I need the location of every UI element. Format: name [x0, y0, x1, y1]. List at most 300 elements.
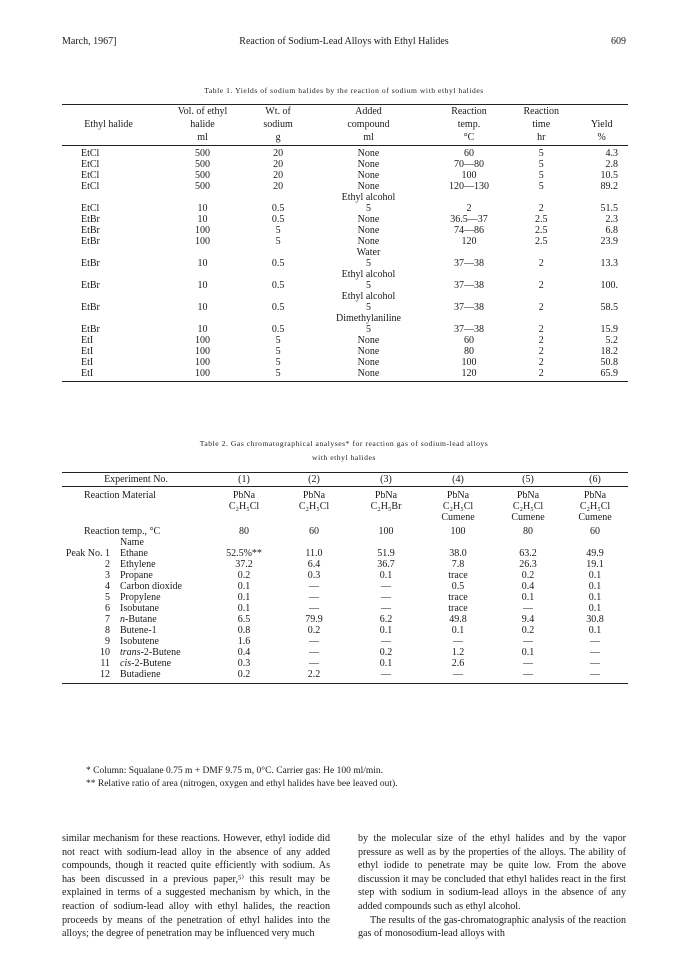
table1-cell [575, 269, 628, 280]
table1-cell [431, 291, 508, 302]
table1-cell: 58.5 [600, 302, 618, 313]
table1-cell: EtCl [81, 170, 100, 181]
experiment-number: (6) [562, 473, 628, 487]
peak-value: — [309, 603, 319, 614]
table1-cell: 500 [194, 159, 210, 170]
compound-name: cis-2-Butene [120, 658, 172, 669]
peak-value: 0.8 [237, 625, 251, 636]
reaction-temp: 80 [239, 526, 249, 537]
table1-cell: 20 [273, 170, 284, 181]
compound-name: Isobutane [120, 603, 159, 614]
table1-caption: Table 1. Yields of sodium halides by the reaction of sodium with ethyl halides [204, 86, 484, 95]
peak-value: 0.3 [237, 658, 251, 669]
compound-name: Isobutene [120, 636, 159, 647]
name-label-row [62, 537, 628, 548]
table1-cell [575, 291, 628, 302]
reaction-material: PbNa [583, 490, 607, 501]
table1-cell: 100 [194, 236, 210, 247]
table1-cell: Water [356, 247, 381, 258]
table-row [62, 324, 628, 335]
table1-cell [431, 192, 508, 203]
peak-value: — [309, 636, 319, 647]
peak-number: 12 [100, 669, 110, 680]
table1-cell: 100 [461, 170, 477, 181]
table-row [62, 181, 628, 192]
table1-cell: None [357, 181, 380, 192]
table1-cell: EtCl [81, 203, 100, 214]
peak-value: 0.1 [379, 658, 393, 669]
table1-cell [62, 313, 155, 324]
peak-value: — [453, 669, 463, 680]
compound-name: n-Butane [120, 614, 157, 625]
peak-value: 0.1 [451, 625, 465, 636]
table2-caption-line2: with ethyl halides [312, 453, 376, 462]
table1-header-cell: Ethyl halide [84, 119, 133, 130]
table1-cell: EtBr [81, 258, 100, 269]
reaction-material: Cumene [578, 512, 612, 523]
peak-value: 63.2 [519, 548, 537, 559]
reaction-material-label: Reaction Material [84, 490, 156, 501]
peak-value: 6.4 [307, 559, 321, 570]
table-row [62, 669, 628, 684]
table1-cell: 5 [365, 324, 371, 335]
peak-number: 10 [100, 647, 110, 658]
peak-value: 79.9 [305, 614, 323, 625]
table1-cell: None [357, 159, 380, 170]
table1-cell: EtBr [81, 236, 100, 247]
peak-value: — [381, 603, 391, 614]
table1-cell: None [357, 170, 380, 181]
table1-cell [575, 192, 628, 203]
table1-cell: 5 [365, 302, 371, 313]
reaction-material-row [62, 512, 628, 523]
table1-cell: 10 [197, 280, 208, 291]
peak-number: 5 [105, 592, 110, 603]
table1-cell: None [357, 214, 380, 225]
table1-cell: 5 [365, 258, 371, 269]
table1-header-cell: g [250, 131, 306, 146]
table1-cell: EtBr [81, 225, 100, 236]
table1-cell [62, 291, 155, 302]
table1-cell [575, 313, 628, 324]
table1-cell: 2 [466, 203, 472, 214]
table-row [62, 570, 628, 581]
body-right-paragraph-1: by the molecular size of the ethyl halides and by the vapor pressure as well as by the properties of the alloys. The ability of ethyl iodide to penetrate may be quite low. From the above discussion it may be concluded that ethyl halides react in the first step with sodium in sodium-lead alloys in the absence of any added compounds such as ethyl alcohol. [358, 833, 626, 912]
table1-cell: 36.5—37 [450, 214, 488, 225]
table1-header-cell: ml [306, 131, 430, 146]
table1-cell: 0.5 [271, 280, 285, 291]
table1-header-cell [575, 105, 628, 119]
table1-cell: 4.3 [605, 148, 618, 159]
reaction-material-label [62, 512, 210, 523]
table1-cell [431, 269, 508, 280]
compound-name: Ethylene [120, 559, 156, 570]
peak-value: 49.9 [586, 548, 604, 559]
spacer [422, 537, 494, 548]
table1-cell: 500 [194, 181, 210, 192]
peak-value: 11.0 [305, 548, 323, 559]
table1-cell: 60 [463, 335, 474, 346]
table2-caption-line1: Table 2. Gas chromatographical analyses* for reaction gas of sodium-lead alloys [199, 439, 489, 448]
table1-cell: 2 [538, 280, 544, 291]
table1-cell [431, 247, 508, 258]
table1-cell [155, 313, 250, 324]
table1-cell [62, 247, 155, 258]
table-row [62, 313, 628, 324]
table1-cell: EtBr [81, 302, 100, 313]
table-row [62, 236, 628, 247]
spacer [562, 537, 628, 548]
reaction-material: PbNa [232, 490, 256, 501]
table1-cell: 6.8 [605, 225, 618, 236]
table1-cell: 37—38 [453, 324, 484, 335]
footnote-ratio: ** Relative ratio of area (nitrogen, oxygen and ethyl halides have bee leaved out). [86, 779, 398, 789]
table1-cell: Ethyl alcohol [341, 269, 396, 280]
peak-number: Peak No. 1 [65, 548, 110, 559]
peak-value: 26.3 [519, 559, 537, 570]
peak-value: — [381, 636, 391, 647]
table1-cell: 0.5 [271, 203, 285, 214]
table1-cell [507, 247, 575, 258]
peak-value: — [309, 581, 319, 592]
table-row [62, 258, 628, 269]
compound-name: Ethane [120, 548, 148, 559]
peak-value: — [381, 581, 391, 592]
reaction-material: C₂H₅Br [370, 501, 402, 512]
table1-cell: EtCl [81, 181, 100, 192]
peak-value: 51.9 [377, 548, 395, 559]
table1-cell [155, 291, 250, 302]
table-row [62, 614, 628, 625]
table1-cell: 2.5 [535, 236, 548, 247]
body-right-column [358, 832, 626, 941]
table-row [62, 225, 628, 236]
table-row [62, 170, 628, 181]
peak-value: 0.1 [237, 581, 251, 592]
table-row [62, 302, 628, 313]
table1-cell: EtI [81, 368, 94, 379]
table1-cell: 50.8 [600, 357, 618, 368]
table1-cell: 65.9 [600, 368, 618, 379]
table1-header-cell: % [575, 131, 628, 146]
peak-number: 8 [105, 625, 110, 636]
table1-cell: None [357, 335, 380, 346]
reaction-material: C₂H₅Cl [512, 501, 544, 512]
reaction-material-row [62, 487, 628, 502]
peak-number: 3 [105, 570, 110, 581]
table1-cell: 2.8 [605, 159, 618, 170]
body-right-paragraph-2: The results of the gas-chromatographic analysis of the reaction gas of monosodium-lead alloys with [358, 914, 626, 940]
experiment-number: (2) [278, 473, 350, 487]
table1-cell: 5.2 [605, 335, 618, 346]
table1-cell: None [357, 236, 380, 247]
reaction-temp: 80 [523, 526, 533, 537]
peak-value: 0.5 [451, 581, 465, 592]
peak-value: — [523, 669, 533, 680]
body-left-column [62, 832, 330, 941]
table1-cell: EtI [81, 335, 94, 346]
table1-cell [155, 269, 250, 280]
reaction-temp-row [62, 523, 628, 537]
footnote-column: * Column: Squalane 0.75 m + DMF 9.75 m, 0°C. Carrier gas: He 100 ml/min. [86, 766, 384, 776]
peak-value: 0.1 [237, 603, 251, 614]
table1-cell [62, 192, 155, 203]
table1-cell: EtI [81, 346, 94, 357]
reaction-material: Cumene [441, 512, 475, 523]
table1-cell: 37—38 [453, 280, 484, 291]
table-row [62, 291, 628, 302]
table1-header-cell: ml [155, 131, 250, 146]
table1-header-cell [62, 131, 155, 146]
table1-header-cell: Added [355, 106, 382, 117]
table-row [62, 559, 628, 570]
table-row [62, 357, 628, 368]
peak-number: 6 [105, 603, 110, 614]
spacer [494, 537, 562, 548]
table-row [62, 247, 628, 258]
peak-value: 9.4 [521, 614, 535, 625]
table1-cell: 0.5 [271, 258, 285, 269]
header-date: March, 1967] [62, 36, 117, 47]
reaction-material-row [62, 501, 628, 512]
table1-header-cell: halide [190, 119, 215, 130]
peak-value: — [590, 636, 600, 647]
table1-cell [507, 269, 575, 280]
peak-value: 52.5%** [226, 548, 262, 559]
table1-cell: 10 [197, 324, 208, 335]
table1-header-row [62, 131, 628, 146]
table1-header-cell [62, 105, 155, 119]
table-row [62, 647, 628, 658]
experiment-number: (3) [350, 473, 422, 487]
peak-value: — [381, 592, 391, 603]
reaction-material [278, 512, 350, 523]
peak-value: 0.2 [521, 625, 535, 636]
table1-cell: 5 [538, 159, 544, 170]
table1-header-cell: sodium [263, 119, 293, 130]
peak-value: 0.1 [237, 592, 251, 603]
peak-value: — [309, 647, 319, 658]
table1-cell: 2.3 [605, 214, 618, 225]
peak-value: — [309, 658, 319, 669]
table1-header-row [62, 118, 628, 131]
table1-cell: 2 [538, 368, 544, 379]
peak-value: trace [448, 603, 468, 614]
table-row [62, 625, 628, 636]
peak-value: 0.2 [307, 625, 321, 636]
peak-value: 0.1 [588, 581, 602, 592]
table1-cell: 2 [538, 302, 544, 313]
peak-value: 30.8 [586, 614, 604, 625]
table1-cell: 5 [275, 335, 281, 346]
peak-value: — [453, 636, 463, 647]
table1-cell: 5 [275, 346, 281, 357]
table1-cell: 100 [194, 357, 210, 368]
table1-cell: Ethyl alcohol [341, 291, 396, 302]
table1-header-cell: hr [507, 131, 575, 146]
name-label: Name [120, 537, 144, 548]
spacer [62, 537, 114, 548]
table1-cell [507, 313, 575, 324]
peak-value: 37.2 [235, 559, 253, 570]
spacer [350, 537, 422, 548]
table1-cell: EtCl [81, 159, 100, 170]
table1-cell: EtBr [81, 324, 100, 335]
table1-cell [62, 269, 155, 280]
reaction-material: PbNa [446, 490, 470, 501]
table1-cell: 2 [538, 335, 544, 346]
table1-cell: EtCl [81, 148, 100, 159]
table1-cell: 100. [600, 280, 618, 291]
table1-cell: 37—38 [453, 258, 484, 269]
reaction-material: PbNa [374, 490, 398, 501]
table2 [62, 472, 628, 684]
table1-cell: Ethyl alcohol [341, 192, 396, 203]
table1-cell: 5 [365, 280, 371, 291]
peak-value: 0.1 [588, 592, 602, 603]
table-row [62, 214, 628, 225]
table1-cell: 100 [461, 357, 477, 368]
table-row [62, 658, 628, 669]
reaction-temp: 60 [309, 526, 319, 537]
table1-cell [575, 247, 628, 258]
table1-header-cell: Yield [590, 119, 613, 130]
table1-cell [250, 313, 306, 324]
table1-cell: 0.5 [271, 302, 285, 313]
page-number: 609 [611, 36, 626, 47]
table1-cell: 2.5 [535, 214, 548, 225]
peak-value: 19.1 [586, 559, 604, 570]
table1-cell: 500 [194, 170, 210, 181]
peak-value: 0.4 [521, 581, 535, 592]
peak-value: trace [448, 570, 468, 581]
peak-value: 0.3 [307, 570, 321, 581]
peak-value: 0.2 [237, 669, 251, 680]
table1-cell: 51.5 [600, 203, 618, 214]
table1-cell: 5 [538, 170, 544, 181]
reaction-temp-label: Reaction temp., °C [84, 526, 161, 537]
peak-value: 0.1 [521, 592, 535, 603]
peak-value: — [523, 603, 533, 614]
experiment-number: (1) [210, 473, 278, 487]
table-row [62, 280, 628, 291]
peak-value: 1.2 [451, 647, 465, 658]
table1-cell: 2 [538, 203, 544, 214]
peak-value: 7.8 [451, 559, 465, 570]
peak-value: 2.6 [451, 658, 465, 669]
table1-cell: 5 [275, 368, 281, 379]
peak-value: 0.1 [521, 647, 535, 658]
table1-cell: 89.2 [600, 181, 618, 192]
reaction-material: Cumene [511, 512, 545, 523]
reaction-temp: 100 [450, 526, 466, 537]
table1-cell: 500 [194, 148, 210, 159]
peak-value: 0.2 [379, 647, 393, 658]
peak-value: 0.1 [588, 570, 602, 581]
peak-value: 0.1 [588, 625, 602, 636]
table1-cell: 10 [197, 203, 208, 214]
table-row [62, 346, 628, 357]
table1-cell: 18.2 [600, 346, 618, 357]
table-row [62, 203, 628, 214]
reaction-material-label [62, 501, 210, 512]
peak-value: trace [448, 592, 468, 603]
peak-value: 6.2 [379, 614, 393, 625]
table1-cell: 120 [461, 368, 477, 379]
compound-name: Butene-1 [120, 625, 157, 636]
table1-cell: 100 [194, 368, 210, 379]
table1-cell: EtI [81, 357, 94, 368]
header-title: Reaction of Sodium-Lead Alloys with Ethyl Halides [239, 36, 449, 47]
peak-value: — [523, 636, 533, 647]
table1-cell: 5 [538, 148, 544, 159]
table1-cell: None [357, 368, 380, 379]
peak-value: 38.0 [449, 548, 467, 559]
table1-header-cell: Reaction [523, 106, 560, 117]
reaction-material [350, 512, 422, 523]
table1-cell [250, 247, 306, 258]
table1-cell: 70—80 [453, 159, 484, 170]
table1-cell: EtBr [81, 214, 100, 225]
table1-cell [155, 247, 250, 258]
peak-value: 36.7 [377, 559, 395, 570]
table1-header-row [62, 105, 628, 119]
table1-header-cell: temp. [457, 119, 481, 130]
compound-name: Butadiene [120, 669, 161, 680]
table1-cell: 5 [275, 357, 281, 368]
table-row [62, 368, 628, 382]
table1-cell: 120 [461, 236, 477, 247]
peak-number: 11 [100, 658, 110, 669]
table-row [62, 581, 628, 592]
peak-value: 0.1 [379, 625, 393, 636]
peak-value: — [523, 658, 533, 669]
table1-cell: 10 [197, 302, 208, 313]
table1-header-cell: Reaction [451, 106, 487, 117]
reaction-material: PbNa [516, 490, 540, 501]
table1-cell: 10 [197, 258, 208, 269]
table1-cell [507, 192, 575, 203]
peak-value: 0.4 [237, 647, 251, 658]
table-row [62, 146, 628, 160]
table1-cell [507, 291, 575, 302]
table1-cell: 13.3 [600, 258, 618, 269]
compound-name: Carbon dioxide [120, 581, 182, 592]
spacer [278, 537, 350, 548]
table1-cell: 100 [194, 346, 210, 357]
table1-cell: 20 [273, 148, 284, 159]
table1-cell: 20 [273, 181, 284, 192]
running-header [62, 36, 626, 50]
table1-cell: 20 [273, 159, 284, 170]
table1-cell [250, 192, 306, 203]
reaction-material: C₂H₅Cl [228, 501, 260, 512]
table1-cell: None [357, 225, 380, 236]
peak-value: 0.1 [588, 603, 602, 614]
peak-value: — [590, 647, 600, 658]
experiment-number: (5) [494, 473, 562, 487]
peak-number: 4 [105, 581, 110, 592]
table1-cell [250, 269, 306, 280]
peak-value: — [590, 669, 600, 680]
spacer [210, 537, 278, 548]
peak-number: 7 [105, 614, 110, 625]
table1-cell: 100 [194, 225, 210, 236]
table-row [62, 636, 628, 647]
table1-cell: 5 [538, 181, 544, 192]
table1-cell: 23.9 [600, 236, 618, 247]
table1-cell: 2 [538, 346, 544, 357]
